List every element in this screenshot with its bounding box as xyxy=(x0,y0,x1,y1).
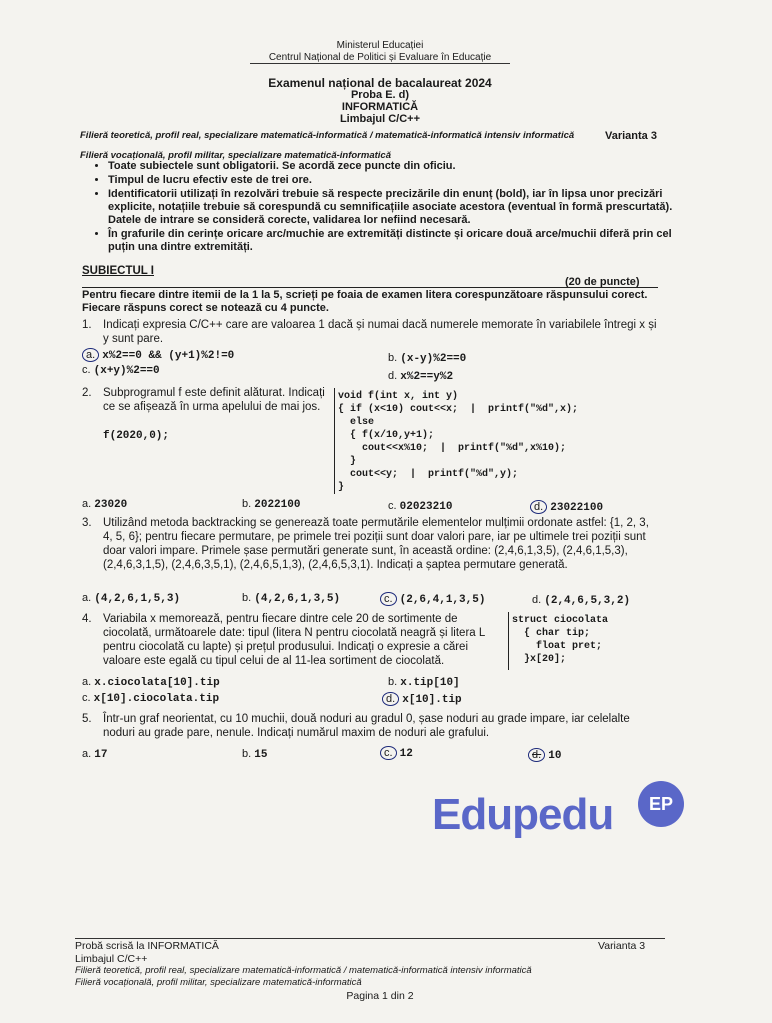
code-line: struct ciocolata xyxy=(512,615,609,626)
q3-option-d-letter: d. xyxy=(532,594,542,606)
q2-call: f(2020,0); xyxy=(103,430,170,442)
watermark-logo-icon: EP xyxy=(638,781,684,827)
q4-code-bar xyxy=(508,612,509,670)
language: Limbajul C/C++ xyxy=(339,113,421,125)
code-line: } xyxy=(338,456,357,467)
rule-item: • În grafurile din cerințe oricare arc/muchie are extremități distincte și oricare două arce/muchii diferă prin cel puțin una dintre extremități. xyxy=(108,228,688,254)
code-line: cout<<y; | printf("%d",y); xyxy=(338,469,519,480)
rule-item: • Identificatorii utilizați în rezolvări trebuie să respecte precizările din enunț (bold), iar în lipsa unor precizări explicite, notațiile trebuie să corespundă cu semnificațiile asociate acestora (eventual în formă prescurtată). Datele de intrare se consideră corecte, validarea lor nefiind necesară. xyxy=(108,188,688,227)
watermark-text: Edupedu xyxy=(432,790,614,839)
footer-line-2: Limbajul C/C++ xyxy=(75,953,148,965)
footer-page-number: Pagina 1 din 2 xyxy=(346,990,414,1002)
answer-circle: c. xyxy=(380,746,397,760)
q3-option-b xyxy=(242,592,340,605)
answer-circle: a. xyxy=(82,348,99,362)
rules-list xyxy=(80,160,688,255)
section-divider xyxy=(82,287,658,288)
q4-number: 4. xyxy=(82,613,92,625)
q4-option-b-text: x.tip[10] xyxy=(400,677,460,689)
q3-option-d xyxy=(532,594,630,607)
footer-line-1: Probă scrisă la INFORMATICĂ xyxy=(75,940,219,952)
q2-option-b xyxy=(242,498,300,511)
q2-option-c-letter: c. xyxy=(388,500,397,512)
q5-option-b-letter: b. xyxy=(242,748,252,760)
rule-item: • Timpul de lucru efectiv este de trei ore. xyxy=(108,174,688,187)
q2-number: 2. xyxy=(82,387,92,399)
q4-text: Variabila x memorează, pentru fiecare dintre cele 20 de sortimente de ciocolată, următoarele date: tipul (litera N pentru ciocolată neagră și litera L pentru ciocolată cu lapte) și prețul produsului. Indicați o expresie a cărei valoare este egală cu tipul celui de al 11-lea sortiment de ciocolată. xyxy=(103,613,485,667)
q3-number: 3. xyxy=(82,517,92,529)
footer-divider xyxy=(75,938,665,939)
filiera-line-2: Filieră vocațională, profil militar, specializare matematică-informatică xyxy=(80,150,391,161)
q5-option-b-text: 15 xyxy=(254,749,268,761)
q2-option-a-letter: a. xyxy=(82,498,92,510)
q5-option-a xyxy=(82,748,107,761)
q3-option-b-text: (4,2,6,1,3,5) xyxy=(254,593,341,605)
q1-option-d xyxy=(388,370,453,383)
q3-option-a xyxy=(82,592,180,605)
q1-option-d-letter: d. xyxy=(388,370,398,382)
q5-option-a-letter: a. xyxy=(82,748,92,760)
variant-label: Varianta 3 xyxy=(605,130,657,142)
q4-option-b xyxy=(388,676,460,689)
code-line: { if (x<10) cout<<x; | printf("%d",x); xyxy=(338,404,579,415)
q3-option-a-letter: a. xyxy=(82,592,92,604)
q4-option-c-text: x[10].ciocolata.tip xyxy=(93,693,220,705)
proba: Proba E. d) xyxy=(350,89,410,101)
section-points: (20 de puncte) xyxy=(565,276,640,288)
q1-option-a xyxy=(82,348,234,362)
q4-option-d xyxy=(382,692,462,706)
q2-option-d-text: 23022100 xyxy=(550,502,604,514)
q2-option-d xyxy=(530,500,603,514)
q3-option-b-letter: b. xyxy=(242,592,252,604)
section-instructions: Pentru fiecare dintre itemii de la 1 la 5, scrieți pe foaia de examen litera corespunzătoare răspunsului corect. Fiecare răspuns corect se notează cu 4 puncte. xyxy=(82,289,648,314)
q4-option-c-letter: c. xyxy=(82,692,91,704)
q5-option-d xyxy=(528,748,561,762)
code-line: cout<<x%10; | printf("%d",x%10); xyxy=(338,443,567,454)
q3-option-c-text: (2,6,4,1,3,5) xyxy=(399,594,486,606)
q1-option-d-text: x%2==y%2 xyxy=(400,371,454,383)
q1-option-c xyxy=(82,364,160,377)
q5-option-a-text: 17 xyxy=(94,749,108,761)
center-name: Centrul Național de Politici și Evaluare în Educație xyxy=(250,52,510,64)
rule-item: • Toate subiectele sunt obligatorii. Se acordă zece puncte din oficiu. xyxy=(108,160,688,173)
code-line: else xyxy=(338,417,375,428)
q3-text: Utilizând metoda backtracking se generează toate permutările elementelor mulțimii ordonate astfel: {1, 2, 3, 4, 5, 6}; pentru fiecare permutare, pe primele trei poziții sunt doar valori pare, iar pe ultimele trei poziții sunt doar valori impare. Primele șase permutări generate sunt, în această ordine: (2,4,6,1,3,5), (2,4,6,1,5,3), (2,4,6,3,1,5), (2,4,6,3,5,1), (2,4,6,5,1,3), (2,4,6,5,3,1). Indicați a șaptea permutare generată. xyxy=(103,517,649,571)
q2-option-a-text: 23020 xyxy=(94,499,128,511)
filiera-line-1: Filieră teoretică, profil real, specializare matematică-informatică / matematică-informatică intensiv informatică xyxy=(80,130,575,141)
q3-option-c xyxy=(380,592,485,606)
q4-code xyxy=(512,614,608,666)
q2-code-bar xyxy=(334,388,335,494)
q2-option-a xyxy=(82,498,127,511)
q2-option-b-letter: b. xyxy=(242,498,252,510)
q3-option-d-text: (2,4,6,5,3,2) xyxy=(544,595,631,607)
q5-text: Într-un graf neorientat, cu 10 muchii, două noduri au gradul 0, șase noduri au grade impare, iar celelalte noduri au grade pare, nenule. Indicați numărul maxim de noduri ale grafului. xyxy=(103,713,630,739)
q4-option-a xyxy=(82,676,220,689)
q5-option-b xyxy=(242,748,267,761)
answer-circle: c. xyxy=(380,592,397,606)
q1-option-b-text: (x-y)%2==0 xyxy=(400,353,467,365)
ministry-name: Ministerul Educației xyxy=(336,40,424,51)
q1-option-c-letter: c. xyxy=(82,364,91,376)
q4-option-c xyxy=(82,692,219,705)
q5-option-c-text: 12 xyxy=(399,748,413,760)
q3-option-a-text: (4,2,6,1,5,3) xyxy=(94,593,181,605)
q1-option-b-letter: b. xyxy=(388,352,398,364)
crossed-answer-circle: d. xyxy=(528,748,545,762)
footer-line-4: Filieră vocațională, profil militar, specializare matematică-informatică xyxy=(75,977,362,988)
q4-option-a-text: x.ciocolata[10].tip xyxy=(94,677,220,689)
q1-option-b xyxy=(388,352,466,365)
q1-option-c-text: (x+y)%2==0 xyxy=(93,365,160,377)
q2-option-b-text: 2022100 xyxy=(254,499,301,511)
q1-option-a-text: x%2==0 && (y+1)%2!=0 xyxy=(102,350,235,362)
q2-option-c xyxy=(388,500,452,513)
q2-code xyxy=(338,390,578,494)
q5-option-c xyxy=(380,746,413,760)
section-title: SUBIECTUL I xyxy=(82,265,154,277)
q1-text: Indicați expresia C/C++ care are valoarea 1 dacă și numai dacă numerele memorate în variabilele întregi x și y sunt pare. xyxy=(103,319,657,345)
exam-title: Examenul național de bacalaureat 2024 xyxy=(268,76,492,90)
q1-number: 1. xyxy=(82,319,92,331)
code-line: { char tip; xyxy=(512,628,591,639)
subject-name: INFORMATICĂ xyxy=(341,101,419,113)
answer-circle: d. xyxy=(382,692,399,706)
q2-option-c-text: 02023210 xyxy=(399,501,453,513)
q2-text: Subprogramul f este definit alăturat. Indicați ce se afișează în urma apelului de mai jos. xyxy=(103,387,325,413)
code-line: }x[20]; xyxy=(512,654,567,665)
code-line: void f(int x, int y) xyxy=(338,391,459,402)
code-line: } xyxy=(338,482,345,493)
footer-line-3: Filieră teoretică, profil real, specializare matematică-informatică / matematică-informatică intensiv informatică xyxy=(75,965,532,976)
footer-variant: Varianta 3 xyxy=(598,940,646,952)
q4-option-b-letter: b. xyxy=(388,676,398,688)
q5-number: 5. xyxy=(82,713,92,725)
q4-option-d-text: x[10].tip xyxy=(402,694,462,706)
q4-option-a-letter: a. xyxy=(82,676,92,688)
code-line: float pret; xyxy=(512,641,603,652)
code-line: { f(x/10,y+1); xyxy=(338,430,435,441)
q5-option-d-text: 10 xyxy=(548,750,562,762)
answer-circle: d. xyxy=(530,500,547,514)
